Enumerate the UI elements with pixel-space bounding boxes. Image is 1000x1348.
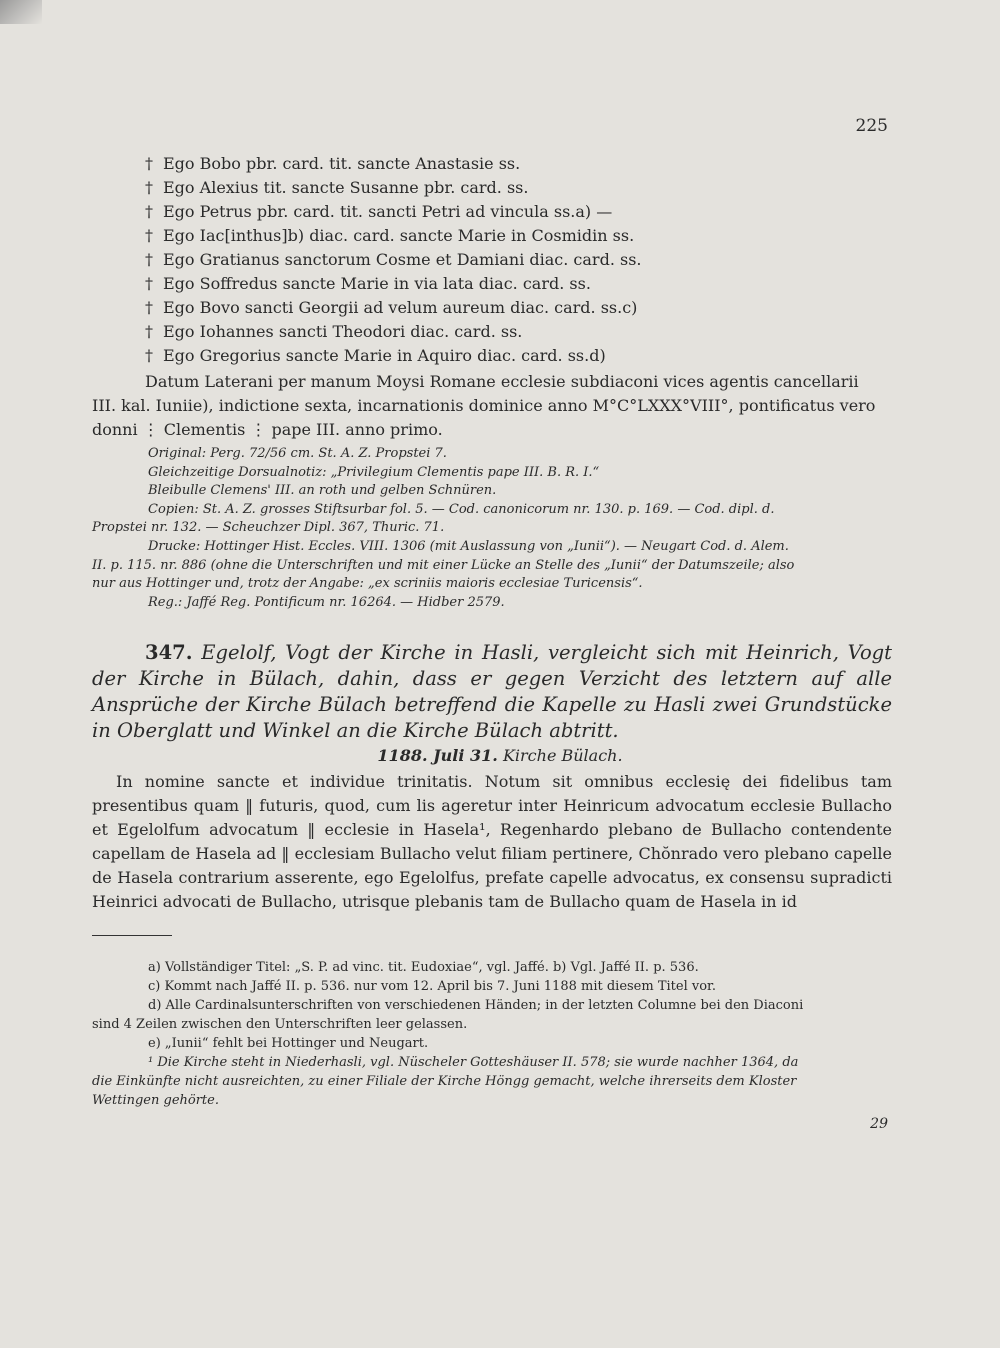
entry-heading xyxy=(92,640,892,744)
signature-line: † Ego Iac[inthus]b) diac. card. sancte Marie in Cosmidin ss. xyxy=(145,226,635,245)
note-line: Drucke: Hottinger Hist. Eccles. VIII. 1306 (mit Auslassung von „Iunii“). — Neugart Cod. d. Alem. xyxy=(148,538,789,554)
entry-date: 1188. Juli 31. xyxy=(377,746,498,765)
note-line: Propstei nr. 132. — Scheuchzer Dipl. 367, Thuric. 71. xyxy=(92,520,445,536)
charter-paragraph: In nomine sancte et individue trinitatis. Notum sit omnibus ecclesię dei fidelibus tam presentibus quam ‖ futuris, quod, cum lis ageretur inter Heinricum advocatum ecclesie Bullacho et Egelolfum advocatum ‖ ecclesie in Hasela¹, Regenhardo plebano de Bullacho contendente capellam de Hasela ad ‖ ecclesiam Bullacho velut filiam pertinere, Chŏnrado vero plebano capelle de Hasela contrarium asserente, ego Egelolfus, prefate capelle advocatus, ex consensu supradicti Heinrici advocati de Bullacho, utrisque plebanis tam de Bullacho quam de Hasela in id xyxy=(92,772,892,911)
note-line: Copien: St. A. Z. grosses Stiftsurbar fol. 5. — Cod. canonicorum nr. 130. p. 169. — Cod. dipl. d. xyxy=(148,501,775,517)
footnote-line: d) Alle Cardinalsunterschriften von verschiedenen Händen; in der letzten Columne bei den Diaconi xyxy=(148,998,804,1013)
charter-text xyxy=(92,770,892,914)
printer-signature-mark: 29 xyxy=(870,1116,888,1132)
footnote-divider xyxy=(92,935,172,936)
footnotes xyxy=(92,958,892,1110)
note-line: Gleichzeitige Dorsualnotiz: „Privilegium Clementis pape III. B. R. I.“ xyxy=(148,464,600,480)
note-line: Original: Perg. 72/56 cm. St. A. Z. Propstei 7. xyxy=(148,446,447,461)
signature-line: † Ego Gratianus sanctorum Cosme et Damiani diac. card. ss. xyxy=(145,250,642,269)
source-notes xyxy=(92,445,892,612)
entry-dateline xyxy=(0,746,1000,765)
signature-line: † Ego Soffredus sancte Marie in via lata diac. card. ss. xyxy=(145,274,591,293)
footnote-line: die Einkünfte nicht ausreichten, zu einer Filiale der Kirche Höngg gemacht, welche ihrerseits dem Kloster xyxy=(92,1074,797,1089)
note-line: nur aus Hottinger und, trotz der Angabe: „ex scriniis maioris ecclesiae Turicensis“. xyxy=(92,576,643,592)
footnote-line: a) Vollständiger Titel: „S. P. ad vinc. tit. Eudoxiae“, vgl. Jaffé. b) Vgl. Jaffé II. p. 536. xyxy=(148,960,699,975)
signature-line: † Ego Bobo pbr. card. tit. sancte Anastasie ss. xyxy=(145,154,521,173)
entry-title: Egelolf, Vogt der Kirche in Hasli, vergleicht sich mit Heinrich, Vogt der Kirche in Bülach, dahin, dass er gegen Verzicht des letztern auf alle Ansprüche der Kirche Bülach betreffend die Kapelle zu Hasli zwei Grundstücke in Oberglatt und Winkel an die Kirche Bülach abtritt. xyxy=(92,641,893,742)
entry-number: 347. xyxy=(145,641,193,664)
note-line: II. p. 115. nr. 886 (ohne die Unterschriften und mit einer Lücke an Stelle des „Iunii“ der Datumszeile; also xyxy=(92,557,795,573)
footnote-line: c) Kommt nach Jaffé II. p. 536. nur vom 12. April bis 7. Juni 1188 mit diesem Titel vor. xyxy=(148,979,716,994)
signature-line: † Ego Iohannes sancti Theodori diac. card. ss. xyxy=(145,322,523,341)
datum-paragraph: Datum Laterani per manum Moysi Romane ecclesie subdiaconi vices agentis cancellarii III. kal. Iuniie), indictione sexta, incarnationis dominice anno M°C°LXXX°VIII°, pontificatus vero donni ⋮ Clementis ⋮ pape III. anno primo. xyxy=(92,372,876,439)
footnote-line: ¹ Die Kirche steht in Niederhasli, vgl. Nüscheler Gotteshäuser II. 578; sie wurde nachher 1364, da xyxy=(148,1055,799,1070)
cardinal-signatures xyxy=(145,152,865,368)
signature-line: † Ego Bovo sancti Georgii ad velum aureum diac. card. ss.c) xyxy=(145,298,638,317)
page-number: 225 xyxy=(855,116,888,136)
note-line: Bleibulle Clemens' III. an roth und gelben Schnüren. xyxy=(148,483,497,499)
note-line: Reg.: Jaffé Reg. Pontificum nr. 16264. — Hidber 2579. xyxy=(148,594,505,610)
signature-line: † Ego Alexius tit. sancte Susanne pbr. card. ss. xyxy=(145,178,529,197)
signature-line: † Ego Petrus pbr. card. tit. sancti Petri ad vincula ss.a) — xyxy=(145,202,613,221)
entry-place: Kirche Bülach. xyxy=(502,746,623,765)
page-corner-shadow xyxy=(0,0,42,24)
footnote-line: e) „Iunii“ fehlt bei Hottinger und Neugart. xyxy=(148,1036,429,1051)
footnote-line: sind 4 Zeilen zwischen den Unterschriften leer gelassen. xyxy=(92,1017,468,1032)
footnote-line: Wettingen gehörte. xyxy=(92,1093,219,1108)
signature-line: † Ego Gregorius sancte Marie in Aquiro diac. card. ss.d) xyxy=(145,346,606,365)
